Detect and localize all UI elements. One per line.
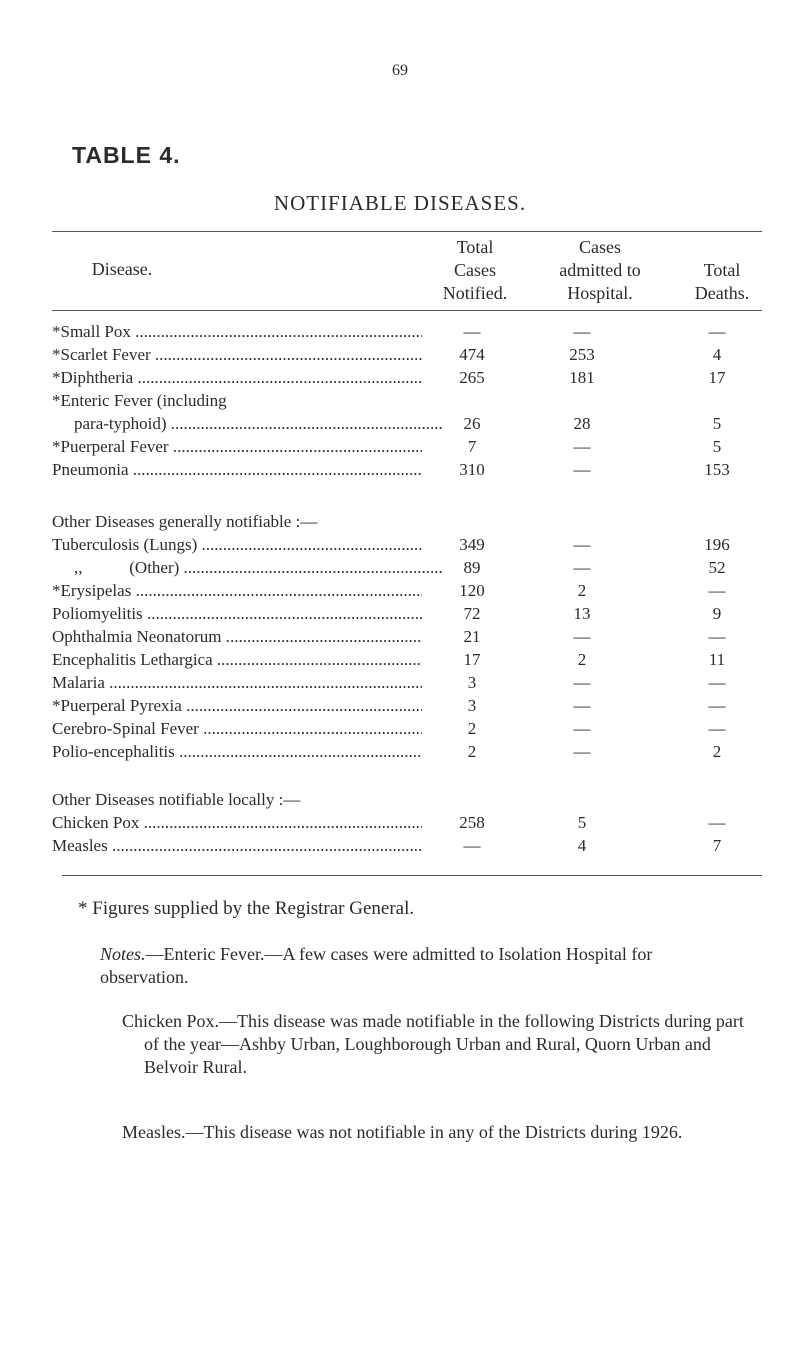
cases-admitted: 2: [577, 650, 587, 669]
table-bottom-rule: [62, 875, 762, 876]
notes-label: Notes.: [100, 944, 146, 964]
table-row: [52, 460, 762, 484]
header-total-cases-notified: [425, 236, 525, 305]
cases-admitted: 5: [577, 813, 587, 832]
total-deaths: 7: [712, 836, 722, 855]
total-deaths: 11: [708, 650, 726, 669]
note-enteric-text: —Enteric Fever.—A few cases were admitted to Isolation Hospital for observation.: [100, 944, 653, 987]
disease-name: *Diphtheria .....: [52, 368, 422, 388]
cases-notified: 120: [459, 581, 485, 600]
cases-admitted: —: [573, 322, 591, 341]
header-notified-line-3: Notified.: [442, 283, 508, 303]
table-row: [52, 322, 762, 346]
note-chicken-pox: Chicken Pox.—This disease was made notifiable in the following Districts during part of the year—Ashby Urban, Loughborough Urban and Rural, Quorn Urban and Belvoir Rural.: [122, 1011, 744, 1077]
header-admitted-line-2: admitted to: [559, 260, 641, 280]
header-disease: Disease.: [91, 259, 153, 279]
total-deaths: —: [708, 581, 726, 600]
cases-admitted: —: [573, 437, 591, 456]
total-deaths: 17: [708, 368, 726, 387]
total-deaths: 153: [704, 460, 730, 479]
cases-notified: 310: [459, 460, 485, 479]
table-row: [52, 368, 762, 392]
cases-notified: 89: [463, 558, 481, 577]
cases-notified: 21: [463, 627, 481, 646]
disease-name: Pneumonia .....: [52, 460, 422, 480]
cases-admitted: 253: [569, 345, 595, 364]
total-deaths: 4: [712, 345, 722, 364]
disease-name: *Scarlet Fever .....: [52, 345, 422, 365]
header-deaths-line-1: Total: [703, 260, 741, 280]
cases-notified: 2: [467, 719, 477, 738]
cases-admitted: 4: [577, 836, 587, 855]
table-row: [52, 581, 762, 605]
total-deaths: —: [708, 696, 726, 715]
cases-admitted: —: [573, 627, 591, 646]
disease-name: Tuberculosis (Lungs) .....: [52, 535, 422, 555]
cases-admitted: —: [573, 558, 591, 577]
cases-notified: 26: [463, 414, 481, 433]
cases-admitted: —: [573, 535, 591, 554]
cases-admitted: 181: [569, 368, 595, 387]
disease-name: Poliomyelitis .....: [52, 604, 422, 624]
cases-admitted: 2: [577, 581, 587, 600]
cases-notified: 258: [459, 813, 485, 832]
disease-name: ,, (Other) .....: [52, 558, 444, 578]
header-deaths-line-2: Deaths.: [694, 283, 750, 303]
table-row: [52, 437, 762, 461]
total-deaths: 2: [712, 742, 722, 761]
header-total-deaths: [672, 259, 772, 305]
table-row: [52, 558, 762, 582]
cases-admitted: —: [573, 673, 591, 692]
table-row: [52, 673, 762, 697]
cases-admitted: —: [573, 719, 591, 738]
disease-name: *Small Pox .....: [52, 322, 422, 342]
section-heading-generally-notifiable: Other Diseases generally notifiable :—: [52, 512, 318, 531]
cases-admitted: 28: [573, 414, 591, 433]
total-deaths: —: [708, 813, 726, 832]
cases-notified: 265: [459, 368, 485, 387]
total-deaths: 9: [712, 604, 722, 623]
cases-notified: 474: [459, 345, 485, 364]
total-deaths: —: [708, 673, 726, 692]
cases-notified: 72: [463, 604, 481, 623]
page-number: 69: [392, 62, 408, 79]
total-deaths: —: [708, 627, 726, 646]
header-bottom-rule: [52, 310, 762, 311]
header-notified-line-2: Cases: [454, 260, 496, 280]
cases-notified: 17: [463, 650, 481, 669]
cases-admitted: —: [573, 696, 591, 715]
table-row: [52, 813, 762, 837]
table-row: [52, 650, 762, 674]
disease-name: Chicken Pox .....: [52, 813, 422, 833]
disease-name: Measles .....: [52, 836, 422, 856]
cases-notified: —: [463, 322, 481, 341]
disease-name: Encephalitis Lethargica .....: [52, 650, 422, 670]
disease-name: Polio-encephalitis .....: [52, 742, 422, 762]
total-deaths: —: [708, 719, 726, 738]
cases-notified: —: [463, 836, 481, 855]
total-deaths: 5: [712, 414, 722, 433]
table-row: [52, 391, 762, 415]
table-row: [52, 836, 762, 860]
section-heading-locally-notifiable: Other Diseases notifiable locally :—: [52, 790, 301, 809]
disease-name: *Enteric Fever (including: [52, 391, 227, 410]
table-row: [52, 696, 762, 720]
table-row: [52, 414, 762, 438]
disease-name: Ophthalmia Neonatorum .....: [52, 627, 422, 647]
total-deaths: —: [708, 322, 726, 341]
disease-name: Cerebro-Spinal Fever .....: [52, 719, 422, 739]
note-enteric: [100, 943, 740, 989]
disease-name: *Puerperal Pyrexia .....: [52, 696, 422, 716]
header-top-rule: [52, 231, 762, 232]
note-measles: Measles.—This disease was not notifiable in any of the Districts during 1926.: [122, 1122, 683, 1142]
table-row: [52, 345, 762, 369]
cases-notified: 3: [467, 696, 477, 715]
cases-notified: 7: [467, 437, 477, 456]
header-admitted-line-1: Cases: [579, 237, 621, 257]
disease-name: *Erysipelas .....: [52, 581, 422, 601]
table-row: [52, 604, 762, 628]
total-deaths: 52: [708, 558, 726, 577]
table-row: [52, 627, 762, 651]
footnote: * Figures supplied by the Registrar General.: [78, 898, 415, 919]
cases-admitted: —: [573, 460, 591, 479]
header-notified-line-1: Total: [456, 237, 494, 257]
cases-notified: 349: [459, 535, 485, 554]
cases-admitted: 13: [573, 604, 591, 623]
header-cases-admitted: [540, 236, 660, 305]
table-row: [52, 535, 762, 559]
header-admitted-line-3: Hospital.: [567, 283, 633, 303]
table-label: TABLE 4.: [72, 142, 181, 168]
total-deaths: 5: [712, 437, 722, 456]
total-deaths: 196: [704, 535, 730, 554]
cases-notified: 3: [467, 673, 477, 692]
table-row: [52, 742, 762, 766]
disease-name: para-typhoid) .....: [52, 414, 444, 434]
cases-admitted: —: [573, 742, 591, 761]
table-title: NOTIFIABLE DISEASES.: [273, 191, 527, 215]
disease-name: *Puerperal Fever .....: [52, 437, 422, 457]
disease-name: Malaria .....: [52, 673, 422, 693]
table-row: [52, 719, 762, 743]
cases-notified: 2: [467, 742, 477, 761]
